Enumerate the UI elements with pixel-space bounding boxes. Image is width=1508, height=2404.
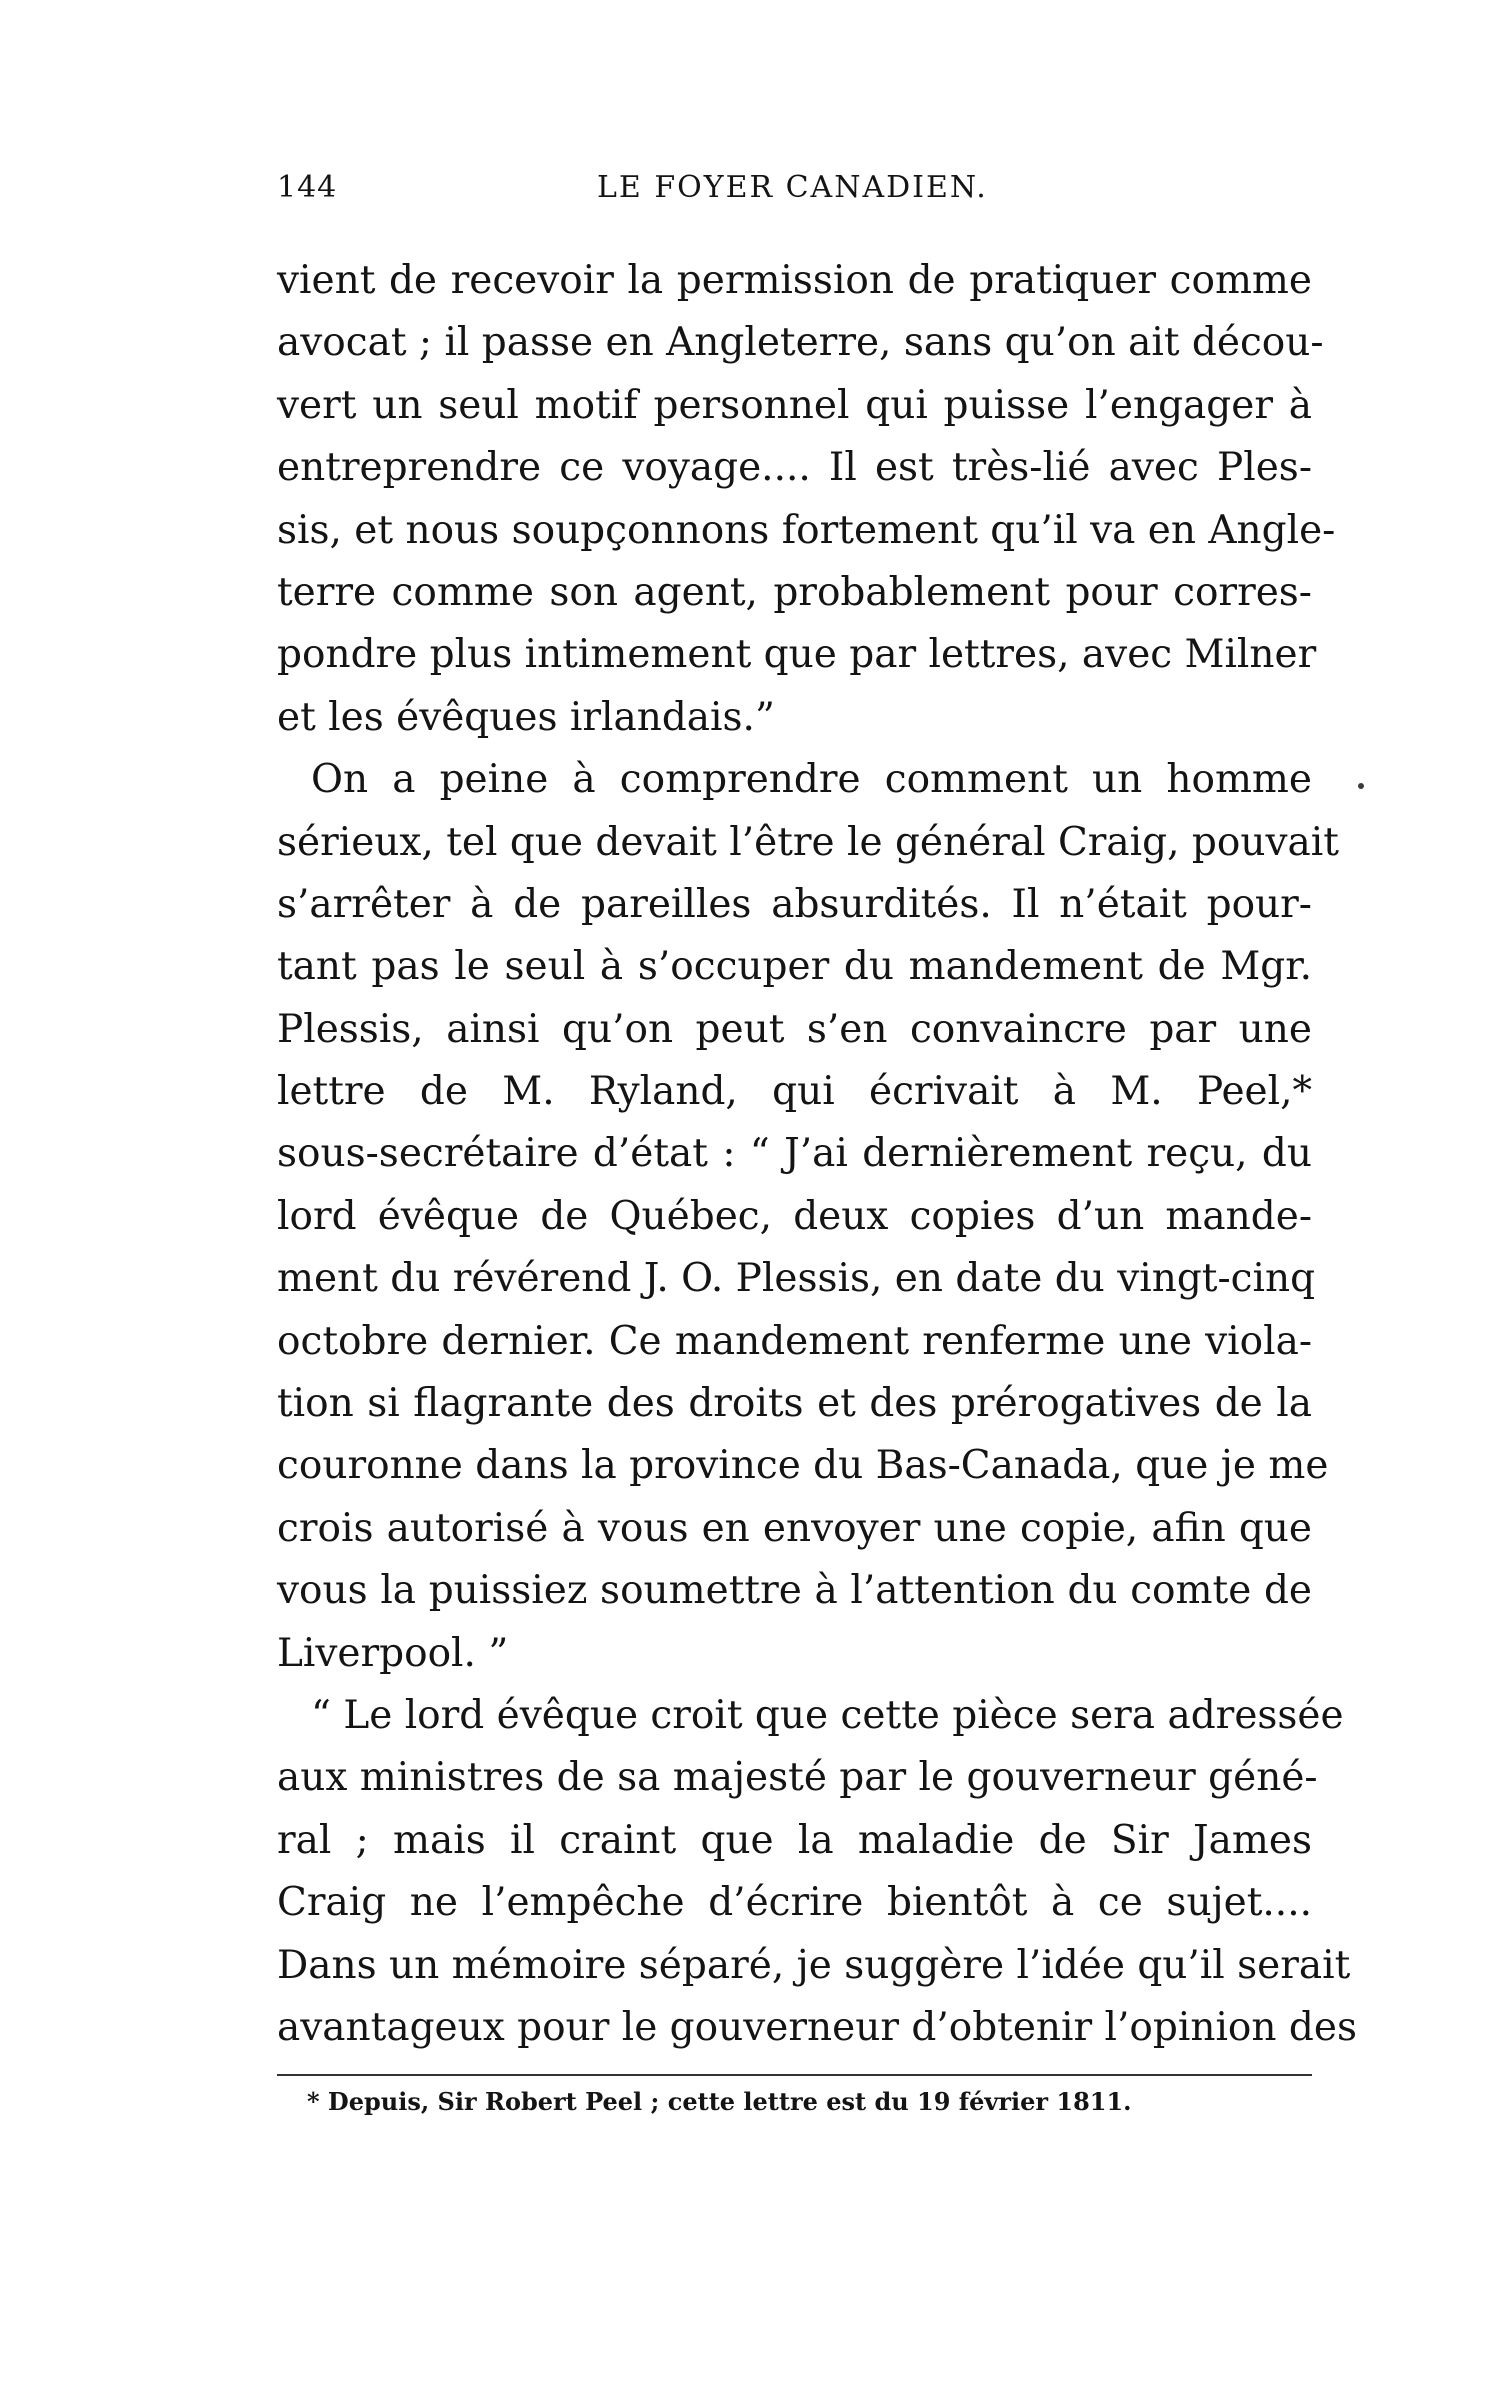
footnote: * Depuis, Sir Robert Peel ; cette lettre est du 19 février 1811. — [307, 2087, 1132, 2116]
text-line: et les évêques irlandais.” — [277, 694, 775, 740]
text-line: sous-secrétaire d’état : “ J’ai dernièrement reçu, du — [277, 1131, 1312, 1177]
text-line: lettre de M. Ryland, qui écrivait à M. Peel,* — [277, 1069, 1312, 1115]
footnote-rule — [277, 2074, 1312, 2076]
text-line: pondre plus intimement que par lettres, avec Milner — [277, 632, 1317, 678]
text-line: octobre dernier. Ce mandement renferme une viola- — [277, 1318, 1312, 1364]
text-line: vous la puissiez soumettre à l’attention du comte de — [277, 1568, 1312, 1614]
text-line: sis, et nous soupçonnons fortement qu’il va en Angle- — [277, 507, 1336, 553]
text-line: Liverpool. ” — [277, 1630, 509, 1676]
text-line: Dans un mémoire séparé, je suggère l’idée qu’il serait — [277, 1942, 1351, 1988]
page-number: 144 — [277, 170, 338, 205]
text-line: On a peine à comprendre comment un homme — [311, 757, 1312, 803]
print-speck — [1358, 783, 1364, 789]
text-line: s’arrêter à de pareilles absurdités. Il n’était pour- — [277, 881, 1312, 927]
running-title: LE FOYER CANADIEN. — [597, 170, 988, 205]
text-line: aux ministres de sa majesté par le gouverneur géné- — [277, 1755, 1318, 1801]
text-line: Plessis, ainsi qu’on peut s’en convaincre par une — [277, 1006, 1312, 1052]
text-line: avantageux pour le gouverneur d’obtenir l’opinion des — [277, 2004, 1357, 2050]
running-head — [277, 170, 1312, 214]
text-line: tant pas le seul à s’occuper du mandement de Mgr. — [277, 944, 1312, 990]
text-line: sérieux, tel que devait l’être le général Craig, pouvait — [277, 819, 1339, 865]
text-line: avocat ; il passe en Angleterre, sans qu’on ait décou- — [277, 320, 1324, 366]
text-line: entreprendre ce voyage.... Il est très-lié avec Ples- — [277, 445, 1312, 491]
text-line: tion si flagrante des droits et des prérogatives de la — [277, 1381, 1312, 1427]
text-line: vient de recevoir la permission de pratiquer comme — [277, 258, 1312, 303]
text-line: crois autorisé à vous en envoyer une copie, afin que — [277, 1505, 1312, 1551]
text-line: vert un seul motif personnel qui puisse l’engager à — [277, 382, 1312, 428]
text-line: terre comme son agent, probablement pour corres- — [277, 569, 1312, 615]
text-line: couronne dans la province du Bas-Canada, que je me — [277, 1443, 1329, 1489]
text-line: Craig ne l’empêche d’écrire bientôt à ce sujet.... — [277, 1880, 1312, 1926]
text-line: ment du révérend J. O. Plessis, en date du vingt-cinq — [277, 1256, 1316, 1302]
text-line: lord évêque de Québec, deux copies d’un mande- — [277, 1193, 1312, 1239]
text-line: “ Le lord évêque croit que cette pièce sera adressée — [311, 1692, 1344, 1738]
body-text — [277, 250, 1357, 2059]
text-line: ral ; mais il craint que la maladie de Sir James — [277, 1817, 1312, 1863]
